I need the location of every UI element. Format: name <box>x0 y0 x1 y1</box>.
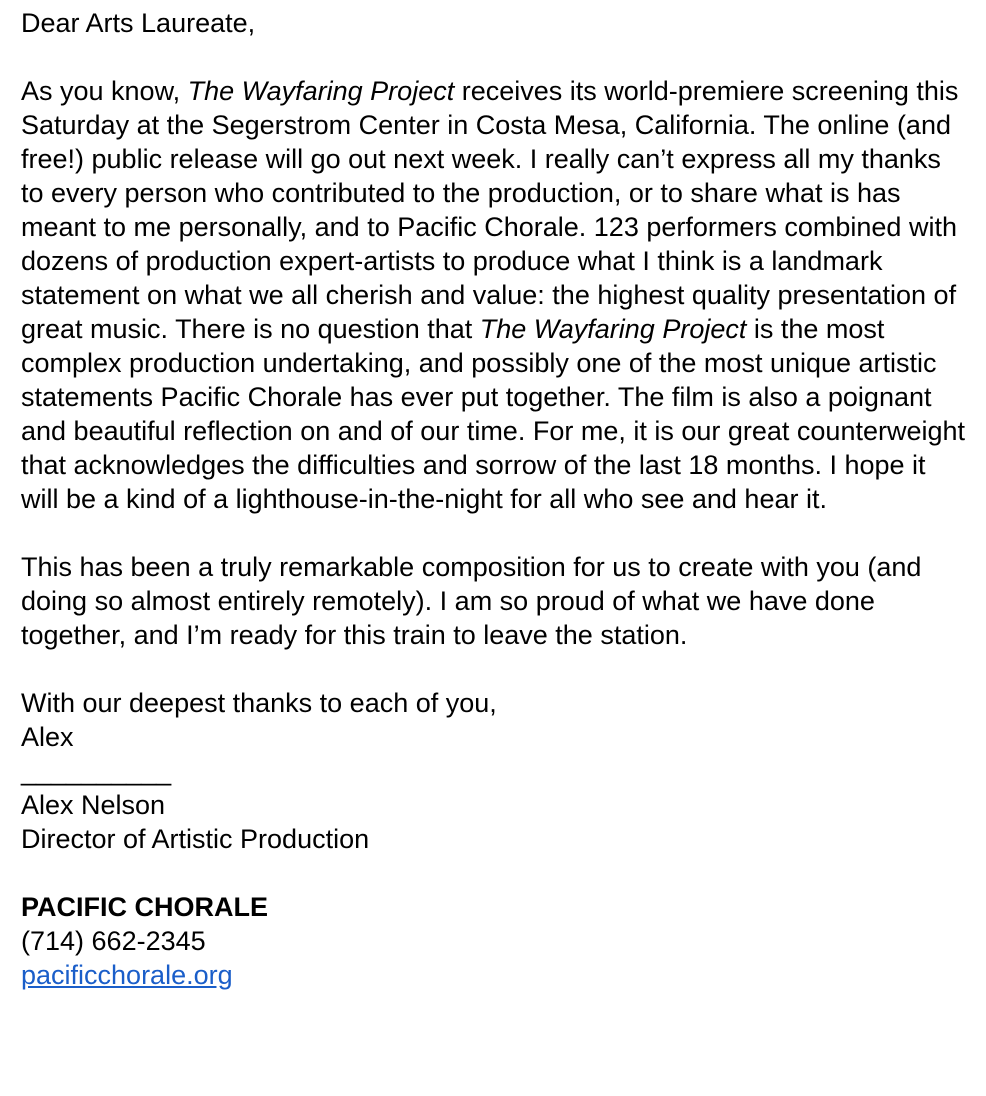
paragraph-premiere <box>21 74 966 516</box>
spacer <box>21 40 966 74</box>
greeting: Dear Arts Laureate, <box>21 8 256 38</box>
spacer <box>21 516 966 550</box>
paragraph-text: is the most complex production undertaking, and possibly one of the most unique artistic statements Pacific Chorale has ever put together. The film is also a poignant and beautiful reflection on and of our time. For me, it is our great counterweight that acknowledges the difficulties and sorrow of the last 18 months. I hope it will be a kind of a lighthouse-in-the-night for all who see and hear it. <box>21 314 966 514</box>
email-body <box>21 6 966 992</box>
sign-name: Alex <box>21 722 74 752</box>
signature-full-name: Alex Nelson <box>21 790 166 820</box>
signature-role: Director of Artistic Production <box>21 824 370 854</box>
website-link[interactable]: pacificchorale.org <box>21 960 233 990</box>
spacer <box>21 856 966 890</box>
signature-rule: __________ <box>21 756 172 786</box>
film-title: The Wayfaring Project <box>187 76 455 106</box>
organization-name: PACIFIC CHORALE <box>21 892 268 922</box>
phone-number: (714) 662-2345 <box>21 926 206 956</box>
paragraph-composition: This has been a truly remarkable composition for us to create with you (and doing so almost entirely remotely). I am so proud of what we have done together, and I’m ready for this train to leave the station. <box>21 552 922 650</box>
spacer <box>21 652 966 686</box>
closing-line: With our deepest thanks to each of you, <box>21 688 497 718</box>
paragraph-text: As you know, <box>21 76 188 106</box>
film-title: The Wayfaring Project <box>479 314 747 344</box>
paragraph-text: receives its world-premiere screening this Saturday at the Segerstrom Center in Costa Mesa, California. The online (and free!) public release will go out next week. I really can’t express all my thanks to every person who contributed to the production, or to share what is has meant to me personally, and to Pacific Chorale. 123 performers combined with dozens of production expert-artists to produce what I think is a landmark statement on what we all cherish and value: the highest quality presentation of great music. There is no question that <box>21 76 959 344</box>
